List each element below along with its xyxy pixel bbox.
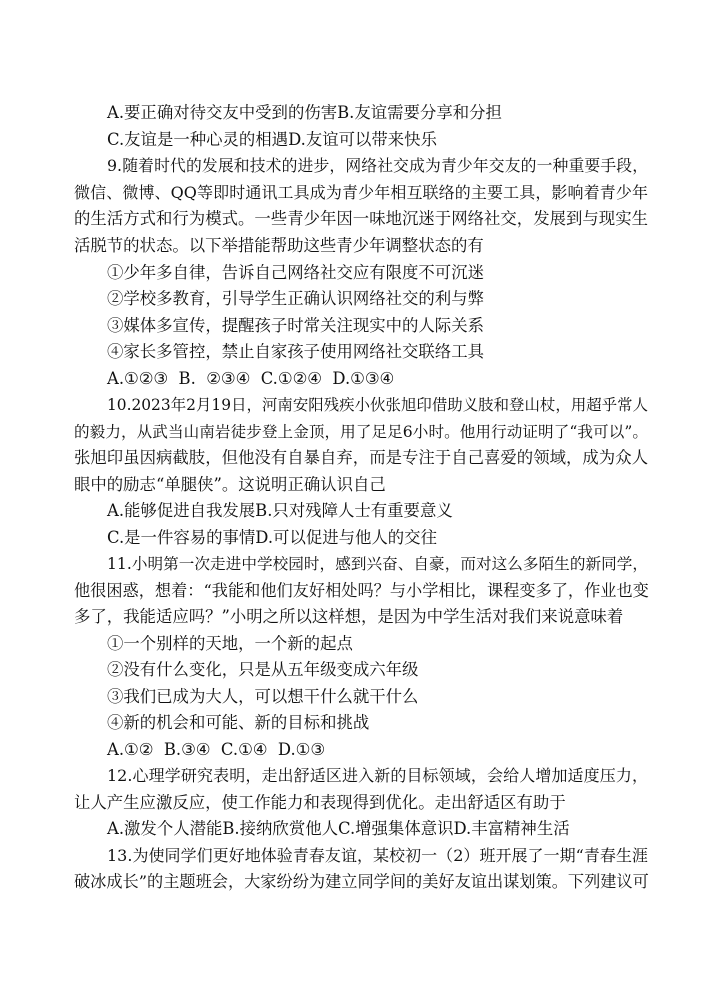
q10-stem-line-3: 张旭印虽因病截肢，但他没有自暴自弃，而是专注于自己喜爱的领域，成为众人 <box>74 448 648 467</box>
q11-stem-line-3: 多了，我能适应吗？”小明之所以这样想，是因为中学生活对我们来说意味着 <box>74 607 624 626</box>
q11-statement-2: ②没有什么变化，只是从五年级变成六年级 <box>107 660 419 679</box>
q13-stem-line-2: 破冰成长”的主题班会，大家纷纷为建立同学间的美好友谊出谋划策。下列建议可 <box>74 872 649 891</box>
q9-stem-line-1: 9.随着时代的发展和技术的进步，网络社交成为青少年交友的一种重要手段， <box>107 156 648 175</box>
q9-statement-1: ①少年多自律，告诉自己网络社交应有限度不可沉迷 <box>107 263 484 282</box>
q11-statement-3: ③我们已成为大人，可以想干什么就干什么 <box>107 687 419 706</box>
q11-options: A.①② B.③④ C.①④ D.①③ <box>107 740 326 759</box>
q10-stem-line-2: 的毅力，从武当山南岩徒步登上金顶，用了足足6小时。他用行动证明了“我可以”。 <box>74 423 648 441</box>
q9-options: A.①②③ B. ②③④ C.①②④ D.①③④ <box>107 369 395 388</box>
q10-stem-line-1: 10.2023年2月19日，河南安阳残疾小伙张旭印借助义肢和登山杖，用超乎常人 <box>107 396 648 414</box>
q9-statement-4: ④家长多管控，禁止自家孩子使用网络社交联络工具 <box>107 342 484 361</box>
q9-statement-3: ③媒体多宣传，提醒孩子时常关注现实中的人际关系 <box>107 316 484 335</box>
q12-stem-line-1: 12.心理学研究表明，走出舒适区进入新的目标领域，会给人增加适度压力， <box>107 766 648 785</box>
q8-options-ab: A.要正确对待交友中受到的伤害B.友谊需要分享和分担 <box>107 103 502 122</box>
q11-stem-line-2: 他很困惑，想着：“我能和他们友好相处吗？与小学相比，课程变多了，作业也变 <box>74 581 649 600</box>
q10-stem-line-4: 眼中的励志“单腿侠”。这说明正确认识自己 <box>74 475 386 494</box>
q9-stem-line-2: 微信、微博、QQ等即时通讯工具成为青少年相互联络的主要工具，影响着青少年 <box>74 183 648 202</box>
q8-options-cd: C.友谊是一种心灵的相遇D.友谊可以带来快乐 <box>107 130 437 149</box>
q12-stem-line-2: 让人产生应激反应，使工作能力和表现得到优化。走出舒适区有助于 <box>74 793 566 812</box>
q13-stem-line-1: 13.为使同学们更好地体验青春友谊，某校初一（2）班开展了一期“青春生涯 <box>107 846 648 865</box>
q10-options-cd: C.是一件容易的事情D.可以促进与他人的交往 <box>107 528 437 547</box>
q10-options-ab: A.能够促进自我发展B.只对残障人士有重要意义 <box>107 501 453 520</box>
q11-stem-line-1: 11.小明第一次走进中学校园时，感到兴奋、自豪，而对这么多陌生的新同学， <box>107 555 648 573</box>
q9-stem-line-3: 的生活方式和行为模式。一些青少年因一味地沉迷于网络社交，发展到与现实生 <box>74 209 648 228</box>
q11-statement-1: ①一个别样的天地，一个新的起点 <box>107 634 353 653</box>
q9-stem-line-4: 活脱节的状态。以下举措能帮助这些青少年调整状态的有 <box>74 236 484 255</box>
q9-statement-2: ②学校多教育，引导学生正确认识网络社交的利与弊 <box>107 289 484 308</box>
q11-statement-4: ④新的机会和可能、新的目标和挑战 <box>107 713 370 732</box>
q12-options: A.激发个人潜能B.接纳欣赏他人C.增强集体意识D.丰富精神生活 <box>107 819 570 838</box>
